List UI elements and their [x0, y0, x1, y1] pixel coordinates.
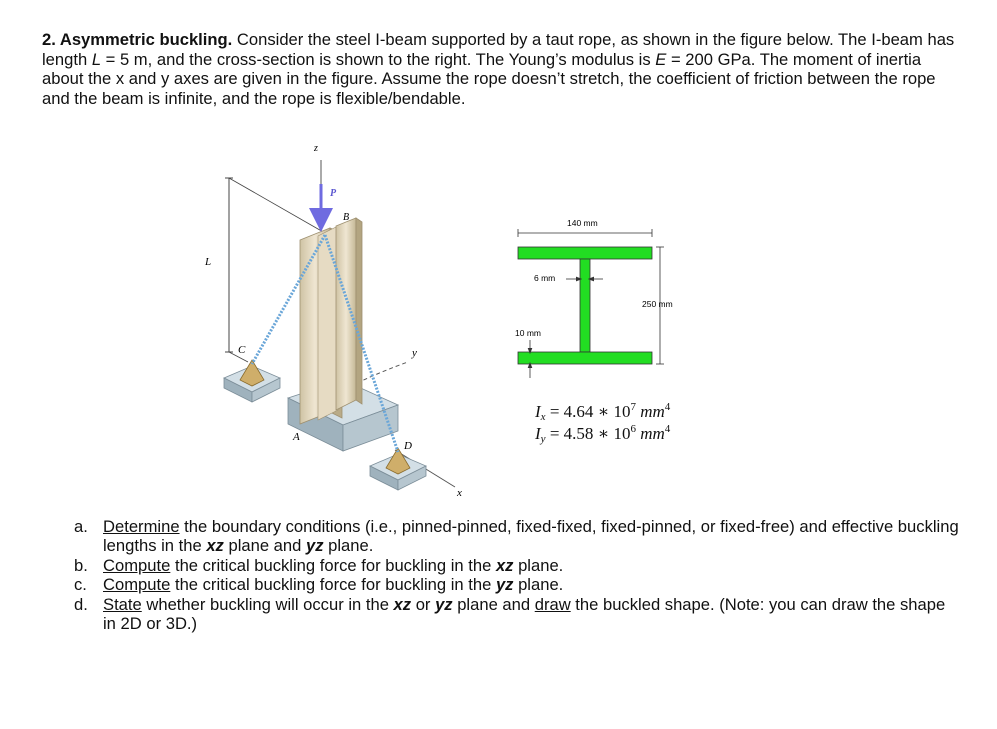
modulus-symbol: E: [655, 49, 667, 69]
support-c: [224, 360, 280, 402]
bottom-flange: [518, 352, 652, 364]
web: [580, 259, 590, 352]
length-symbol: L: [91, 49, 102, 69]
question-a: a. Determine the boundary conditions (i.e., pinned-pinned, fixed-fixed, fixed-pinned, or fixed-free) and effective buckling lengths in the xz plane and yz plane.: [74, 517, 959, 556]
problem-text-1: Consider the steel I-beam supported by a taut rope, as shown in the figure below. The I-beam has length: [42, 30, 955, 69]
top-flange: [518, 247, 652, 259]
x-axis-label: x: [457, 487, 462, 499]
flange-dim-label: 10 mm: [515, 328, 541, 338]
l-dimension-label: L: [205, 256, 212, 268]
question-list: [74, 517, 959, 633]
height-dim-label: 250 mm: [642, 299, 673, 309]
z-axis-label: z: [314, 143, 318, 154]
problem-title: 2. Asymmetric buckling.: [42, 30, 233, 49]
ix-formula: $I_x = 4.64$ ∗ $10^7$ $mm^4$: [535, 401, 671, 423]
load-p-label: P: [330, 188, 337, 199]
problem-text-2: = 5 m, and the cross-section is shown to the right. The Young’s modulus is: [101, 49, 656, 69]
support-d: [370, 448, 426, 490]
point-b-label: B: [343, 212, 350, 223]
iy-formula: $I_y = 4.58$ ∗ $10^6$ $mm^4$: [535, 423, 671, 445]
y-axis-line: [357, 362, 408, 383]
point-a-label: A: [293, 431, 300, 443]
cross-section: [518, 247, 652, 364]
y-axis-label: y: [412, 347, 417, 359]
point-c-label: C: [238, 344, 246, 356]
question-b: b. Compute the critical buckling force for buckling in the xz plane.: [74, 555, 564, 575]
point-d-label: D: [404, 440, 412, 452]
question-c: c. Compute the critical buckling force for buckling in the yz plane.: [74, 575, 564, 595]
question-d: d. State whether buckling will occur in the xz or yz plane and draw the buckled shape. (Note: you can draw the shape in 2D or 3D.): [74, 594, 946, 634]
problem-text-3: = 200 GPa. The moment of inertia about the x and y axes are given in the figure. Assume the rope doesn’t stretch, the coefficient of friction between the rope and the beam is infinite, and the rope is flexible/bendable.: [42, 49, 936, 108]
width-dim-label: 140 mm: [567, 218, 598, 228]
web-dim-label: 6 mm: [534, 273, 556, 283]
